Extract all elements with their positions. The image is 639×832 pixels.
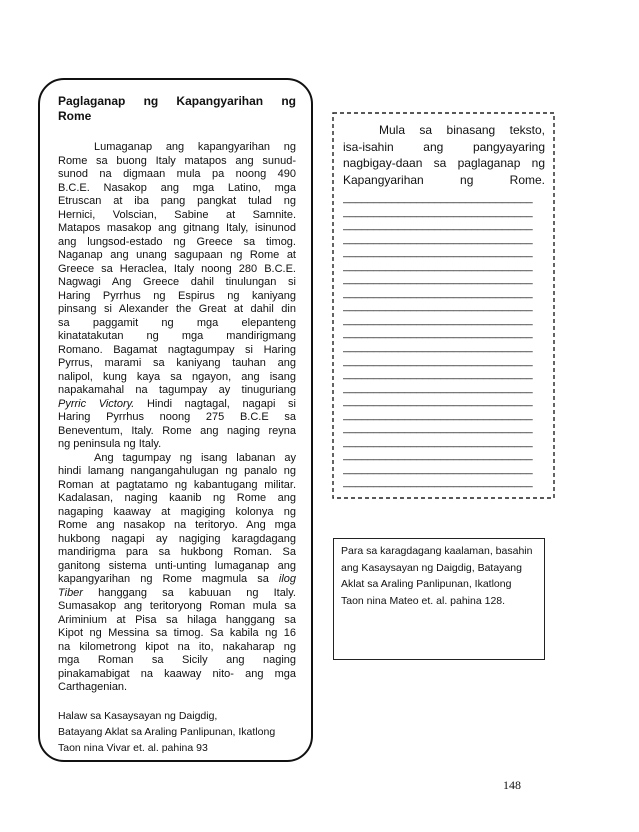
text-line: Hernici, Volscian, Sabine at Samnite.: [58, 208, 296, 221]
text-line: Beneventum, Italy. Rome ang naging reyna: [58, 424, 296, 437]
text-line: Etruscan at iba pang pangkat tulad ng: [58, 195, 296, 208]
text-line: [58, 587, 296, 601]
text-line: Sumasakop ang teritoryong Roman mula sa: [58, 600, 296, 613]
text-line: Kadalasan, naging kaanib ng Rome ang: [58, 492, 296, 505]
text-line: Lumaganap ang kapangyarihan ng: [94, 141, 296, 154]
text-line: ng peninsula ng Italy.: [58, 438, 162, 451]
instruction-line: isa-isahin ang pangyayaring: [343, 139, 545, 154]
answer-line: _______________________________: [343, 381, 533, 394]
text-line: Matapos masakop ang gitnang Italy, isinunod: [58, 222, 296, 235]
answer-line: _______________________________: [343, 408, 533, 421]
text-line: Rome ang nasakop na teritoryo. Ang mga: [58, 519, 296, 532]
answer-line: _______________________________: [343, 354, 533, 367]
source-line: Batayang Aklat sa Araling Panlipunan, Ikatlong: [58, 726, 276, 738]
text-line: mga Roman sa Sicily ang naging: [58, 654, 296, 667]
source-line: Halaw sa Kasaysayan ng Daigdig,: [58, 710, 218, 722]
answer-line: _______________________________: [343, 313, 533, 326]
text-line: pinsang si Alexander the Great at dahil din: [58, 303, 296, 316]
text-line: mandirigma para sa hukbong Roman. Sa: [58, 546, 296, 559]
text-line: nalipol, kung kaya sa ngayon, ang isang: [58, 370, 296, 383]
instruction-line: Kapangyarihan ng Rome.: [343, 172, 545, 187]
answer-line: _______________________________: [343, 246, 533, 259]
text-line: Greece sa Heraclea, Italy noong 280 B.C.E.: [58, 262, 296, 275]
text-segment: hanggang sa kabuuan ng Italy.: [82, 586, 296, 599]
reference-line: Aklat sa Araling Panlipunan, Ikatlong: [341, 578, 512, 591]
text-line: Kipot ng Messina sa timog. Sa kabila ng 16: [58, 627, 296, 640]
answer-line: _______________________________: [343, 232, 533, 245]
text-line: Haring Pyrrhus ng Espirus ng kaniyang: [58, 289, 296, 302]
answer-line: _______________________________: [343, 259, 533, 272]
activity-instruction: [343, 122, 545, 188]
text-line: Ang tagumpay ng isang labanan ay: [94, 451, 296, 464]
text-line: kinatatakutan ng mga mandirigmang: [58, 330, 296, 343]
text-line: hindi lamang nangangahulugan ng panalo ng: [58, 465, 296, 478]
text-line: Pyrrus, marami sa kaniyang tauhan ang: [58, 357, 296, 370]
reference-note: [341, 543, 541, 610]
answer-line: _______________________________: [343, 395, 533, 408]
answer-line: _______________________________: [343, 422, 533, 435]
text-line: Nagwagi Ang Greece dahil tinulungan si: [58, 276, 296, 289]
answer-line: _______________________________: [343, 219, 533, 232]
answer-line: _______________________________: [343, 205, 533, 218]
reading-paragraph: [58, 141, 296, 452]
text-segment: Hindi nagtagal, nagapi si: [134, 397, 297, 410]
instruction-line: Mula sa binasang teksto,: [379, 123, 545, 137]
text-line: [58, 398, 296, 412]
text-line: hukbong nagapi ay nagiging karagdagang: [58, 532, 296, 545]
text-line: ang lungsod-estado ng Greece sa timog.: [58, 235, 296, 248]
text-line: sunod na digmaan mula pa noong 490: [58, 168, 296, 181]
answer-line: _______________________________: [343, 435, 533, 448]
answer-line: _______________________________: [343, 327, 533, 340]
text-line: [58, 573, 296, 587]
text-segment: kapangyarihan ng Rome magmula sa: [58, 573, 279, 586]
text-line: Ariminium at Pisa sa hilaga hanggang sa: [58, 613, 296, 626]
answer-line: _______________________________: [343, 449, 533, 462]
answer-line: _______________________________: [343, 286, 533, 299]
answer-line: _______________________________: [343, 273, 533, 286]
italic-phrase: Pyrric Victory.: [58, 397, 135, 410]
italic-phrase: ilog: [278, 573, 296, 586]
source-line: Taon nina Vivar et. al. pahina 93: [58, 742, 208, 754]
text-line: na kilometrong kipot na ito, nakaharap ng: [58, 640, 296, 653]
italic-phrase: Tiber: [58, 586, 83, 599]
title-line: Rome: [58, 109, 92, 123]
source-citation: [58, 708, 303, 756]
text-line: sa paggamit ng mga elepanteng: [58, 316, 296, 329]
answer-line: _______________________________: [343, 462, 533, 475]
text-line: Romano. Bagamat nagtagumpay si Haring: [58, 343, 296, 356]
text-line: Rome sa buong Italy matapos ang sunud-: [58, 154, 296, 167]
reading-text: [58, 141, 296, 695]
text-line: ganitong sistema unti-unting lumaganap ang: [58, 559, 296, 572]
answer-line: _______________________________: [343, 300, 533, 313]
text-line: Naganap ang unang sagupaan ng Rome at: [58, 249, 296, 262]
title-line: Paglaganap ng Kapangyarihan ng: [58, 94, 296, 108]
text-line: B.C.E. Nasakop ang mga Latino, mga: [58, 181, 296, 194]
text-line: pinakamabigat na kaaway nito- ang mga: [58, 667, 296, 680]
text-line: Haring Pyrrhus noong 275 B.C.E sa: [58, 411, 296, 424]
answer-line: _______________________________: [343, 368, 533, 381]
reference-line: Para sa karagdagang kaalaman, basahin: [341, 545, 533, 557]
answer-line: _______________________________: [343, 341, 533, 354]
reading-paragraph: [58, 452, 296, 695]
text-line: Roman at pagtatamo ng kabantugang militar.: [58, 478, 296, 491]
text-line: napakamahal na tagumpay ay tinuguriang: [58, 384, 296, 397]
reference-line: Taon nina Mateo et. al. pahina 128.: [341, 595, 506, 608]
answer-line: _______________________________: [343, 192, 533, 204]
page-number: 148: [503, 778, 521, 792]
answer-line: _______________________________: [343, 476, 533, 489]
instruction-line: nagbigay-daan sa paglaganap ng: [343, 156, 545, 170]
reading-title: [58, 94, 296, 124]
reference-line: ang Kasaysayan ng Daigdig, Batayang: [341, 561, 522, 574]
text-line: nagaping kaaway at magiging kolonya ng: [58, 505, 296, 518]
answer-lines: [343, 192, 545, 490]
text-line: Carthagenian.: [58, 681, 128, 694]
